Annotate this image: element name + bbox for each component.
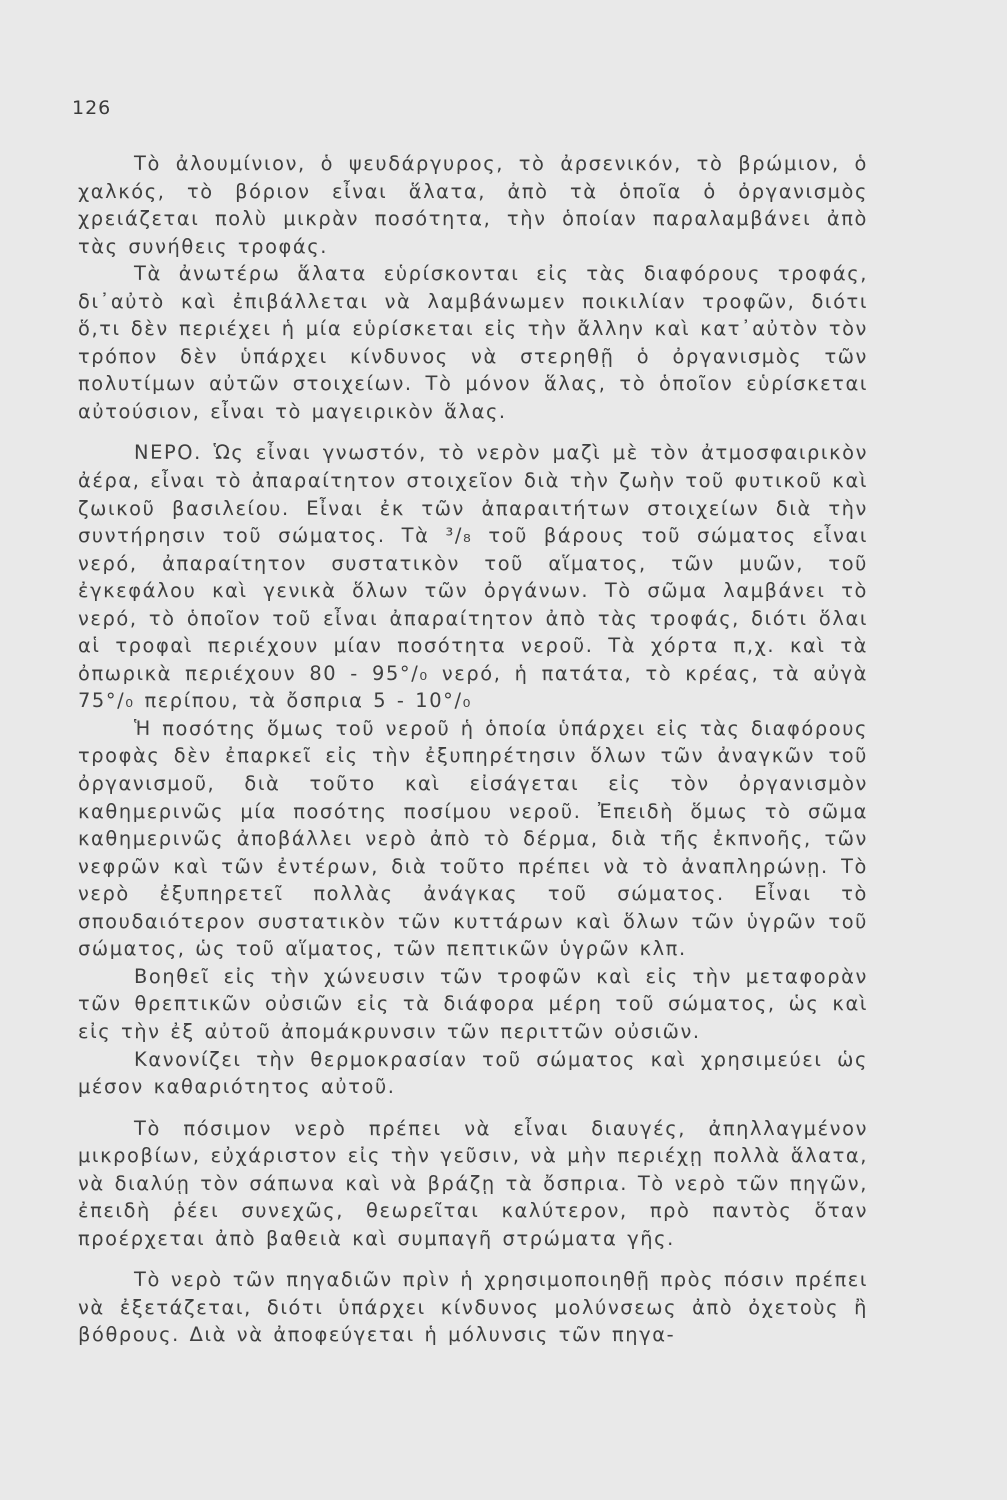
paragraph-water-digestion: Βοηθεῖ εἰς τὴν χώνευσιν τῶν τροφῶν καὶ εἰς τὴν μεταφορὰν τῶν θρεπτικῶν οὐσιῶν εἰς τὰ διάφορα μέρη τοῦ σώματος, ὡς καὶ εἰς τὴν ἐξ αὐτοῦ ἀπομάκρυνσιν τῶν περιττῶν οὐσιῶν.	[78, 964, 868, 1043]
paragraph-well-water: Τὸ νερὸ τῶν πηγαδιῶν πρὶν ἡ χρησιμοποιηθῇ πρὸς πόσιν πρέπει νὰ ἐξετάζεται, διότι ὑπάρχει κίνδυνος μολύνσεως ἀπὸ ὀχετοὺς ἢ βόθρους. Διὰ νὰ ἀποφεύγεται ἡ μόλυνσις τῶν πηγα-	[78, 1268, 868, 1347]
paragraph-salts-in-foods: Τὰ ἀνωτέρω ἅλατα εὑρίσκονται εἰς τὰς διαφόρους τροφάς, δι᾽αὐτὸ καὶ ἐπιβάλλεται νὰ λαμβάνωμεν ποικιλίαν τροφῶν, διότι ὅ,τι δὲν περιέχει ἡ μία εὑρίσκεται εἰς τὴν ἄλλην καὶ κατ᾽αὐτὸν τὸν τρόπον δὲν ὑπάρχει κίνδυνος νὰ στερηθῇ ὁ ὀργανισμὸς τῶν πολυτίμων αὐτῶν στοιχείων. Τὸ μόνον ἅλας, τὸ ὁποῖον εὑρίσκεται αὐτούσιον, εἶναι τὸ μαγειρικὸν ἅλας.	[78, 262, 868, 423]
paragraph-trace-salts: Τὸ ἀλουμίνιον, ὁ ψευδάργυρος, τὸ ἀρσενικόν, τὸ βρώμιον, ὁ χαλκός, τὸ βόριον εἶναι ἅλατα, ἀπὸ τὰ ὁποῖα ὁ ὀργανισμὸς χρειάζεται πολὺ μικρὰν ποσότητα, τὴν ὁποίαν παραλαμβάνει ἀπὸ τὰς συνήθεις τροφάς.	[78, 152, 868, 258]
page-body	[78, 150, 868, 1349]
paragraph-water-intro: ΝΕΡΟ. Ὡς εἶναι γνωστόν, τὸ νερὸν μαζὶ μὲ τὸν ἀτμοσφαιρικὸν ἀέρα, εἶναι τὸ ἀπαραίτητον στοιχεῖον διὰ τὴν ζωὴν τοῦ φυτικοῦ καὶ ζωικοῦ βασιλείου. Εἶναι ἐκ τῶν ἀπαραιτήτων στοιχείων διὰ τὴν συντήρησιν τοῦ σώματος. Τὰ ³/₈ τοῦ βάρους τοῦ σώματος εἶναι νερό, ἀπαραίτητον συστατικὸν τοῦ αἵματος, τῶν μυῶν, τοῦ ἐγκεφάλου καὶ γενικὰ ὅλων τῶν ὀργάνων. Τὸ σῶμα λαμβάνει τὸ νερό, τὸ ὁποῖον τοῦ εἶναι ἀπαραίτητον ἀπὸ τὰς τροφάς, διότι ὅλαι αἱ τροφαὶ περιέχουν μίαν ποσότητα νεροῦ. Τὰ χόρτα π,χ. καὶ τὰ ὀπωρικὰ περιέχουν 80 - 95°/₀ νερό, ἡ πατάτα, τὸ κρέας, τὰ αὐγὰ 75°/₀ περίπου, τὰ ὄσπρια 5 - 10°/₀	[78, 441, 868, 713]
paragraph-water-temperature: Κανονίζει τὴν θερμοκρασίαν τοῦ σώματος καὶ χρησιμεύει ὡς μέσον καθαριότητος αὐτοῦ.	[78, 1047, 868, 1099]
paragraph-water-quantity: Ἡ ποσότης ὅμως τοῦ νεροῦ ἡ ὁποία ὑπάρχει εἰς τὰς διαφόρους τροφὰς δὲν ἐπαρκεῖ εἰς τὴν ἐξυπηρέτησιν ὅλων τῶν ἀναγκῶν τοῦ ὀργανισμοῦ, διὰ τοῦτο καὶ εἰσάγεται εἰς τὸν ὀργανισμὸν καθημερινῶς μία ποσότης ποσίμου νεροῦ. Ἐπειδὴ ὅμως τὸ σῶμα καθημερινῶς ἀποβάλλει νερὸ ἀπὸ τὸ δέρμα, διὰ τῆς ἐκπνοῆς, τῶν νεφρῶν καὶ τῶν ἐντέρων, διὰ τοῦτο πρέπει νὰ τὸ ἀναπληρώνῃ. Τὸ νερὸ ἐξυπηρετεῖ πολλὰς ἀνάγκας τοῦ σώματος. Εἶναι τὸ σπουδαιότερον συστατικὸν τῶν κυττάρων καὶ ὅλων τῶν ὑγρῶν τοῦ σώματος, ὡς τοῦ αἵματος, τῶν πεπτικῶν ὑγρῶν κλπ.	[78, 716, 868, 961]
page-number: 126	[72, 97, 112, 119]
paragraph-drinking-water: Τὸ πόσιμον νερὸ πρέπει νὰ εἶναι διαυγές, ἀπηλλαγμένον μικροβίων, εὐχάριστον εἰς τὴν γεῦσιν, νὰ μὴν περιέχῃ πολλὰ ἅλατα, νὰ διαλύῃ τὸν σάπωνα καὶ νὰ βράζῃ τὰ ὄσπρια. Τὸ νερὸ τῶν πηγῶν, ἐπειδὴ ῥέει συνεχῶς, θεωρεῖται καλύτερον, πρὸ παντὸς ὅταν προέρχεται ἀπὸ βαθειὰ καὶ συμπαγῆ στρώματα γῆς.	[78, 1116, 868, 1250]
